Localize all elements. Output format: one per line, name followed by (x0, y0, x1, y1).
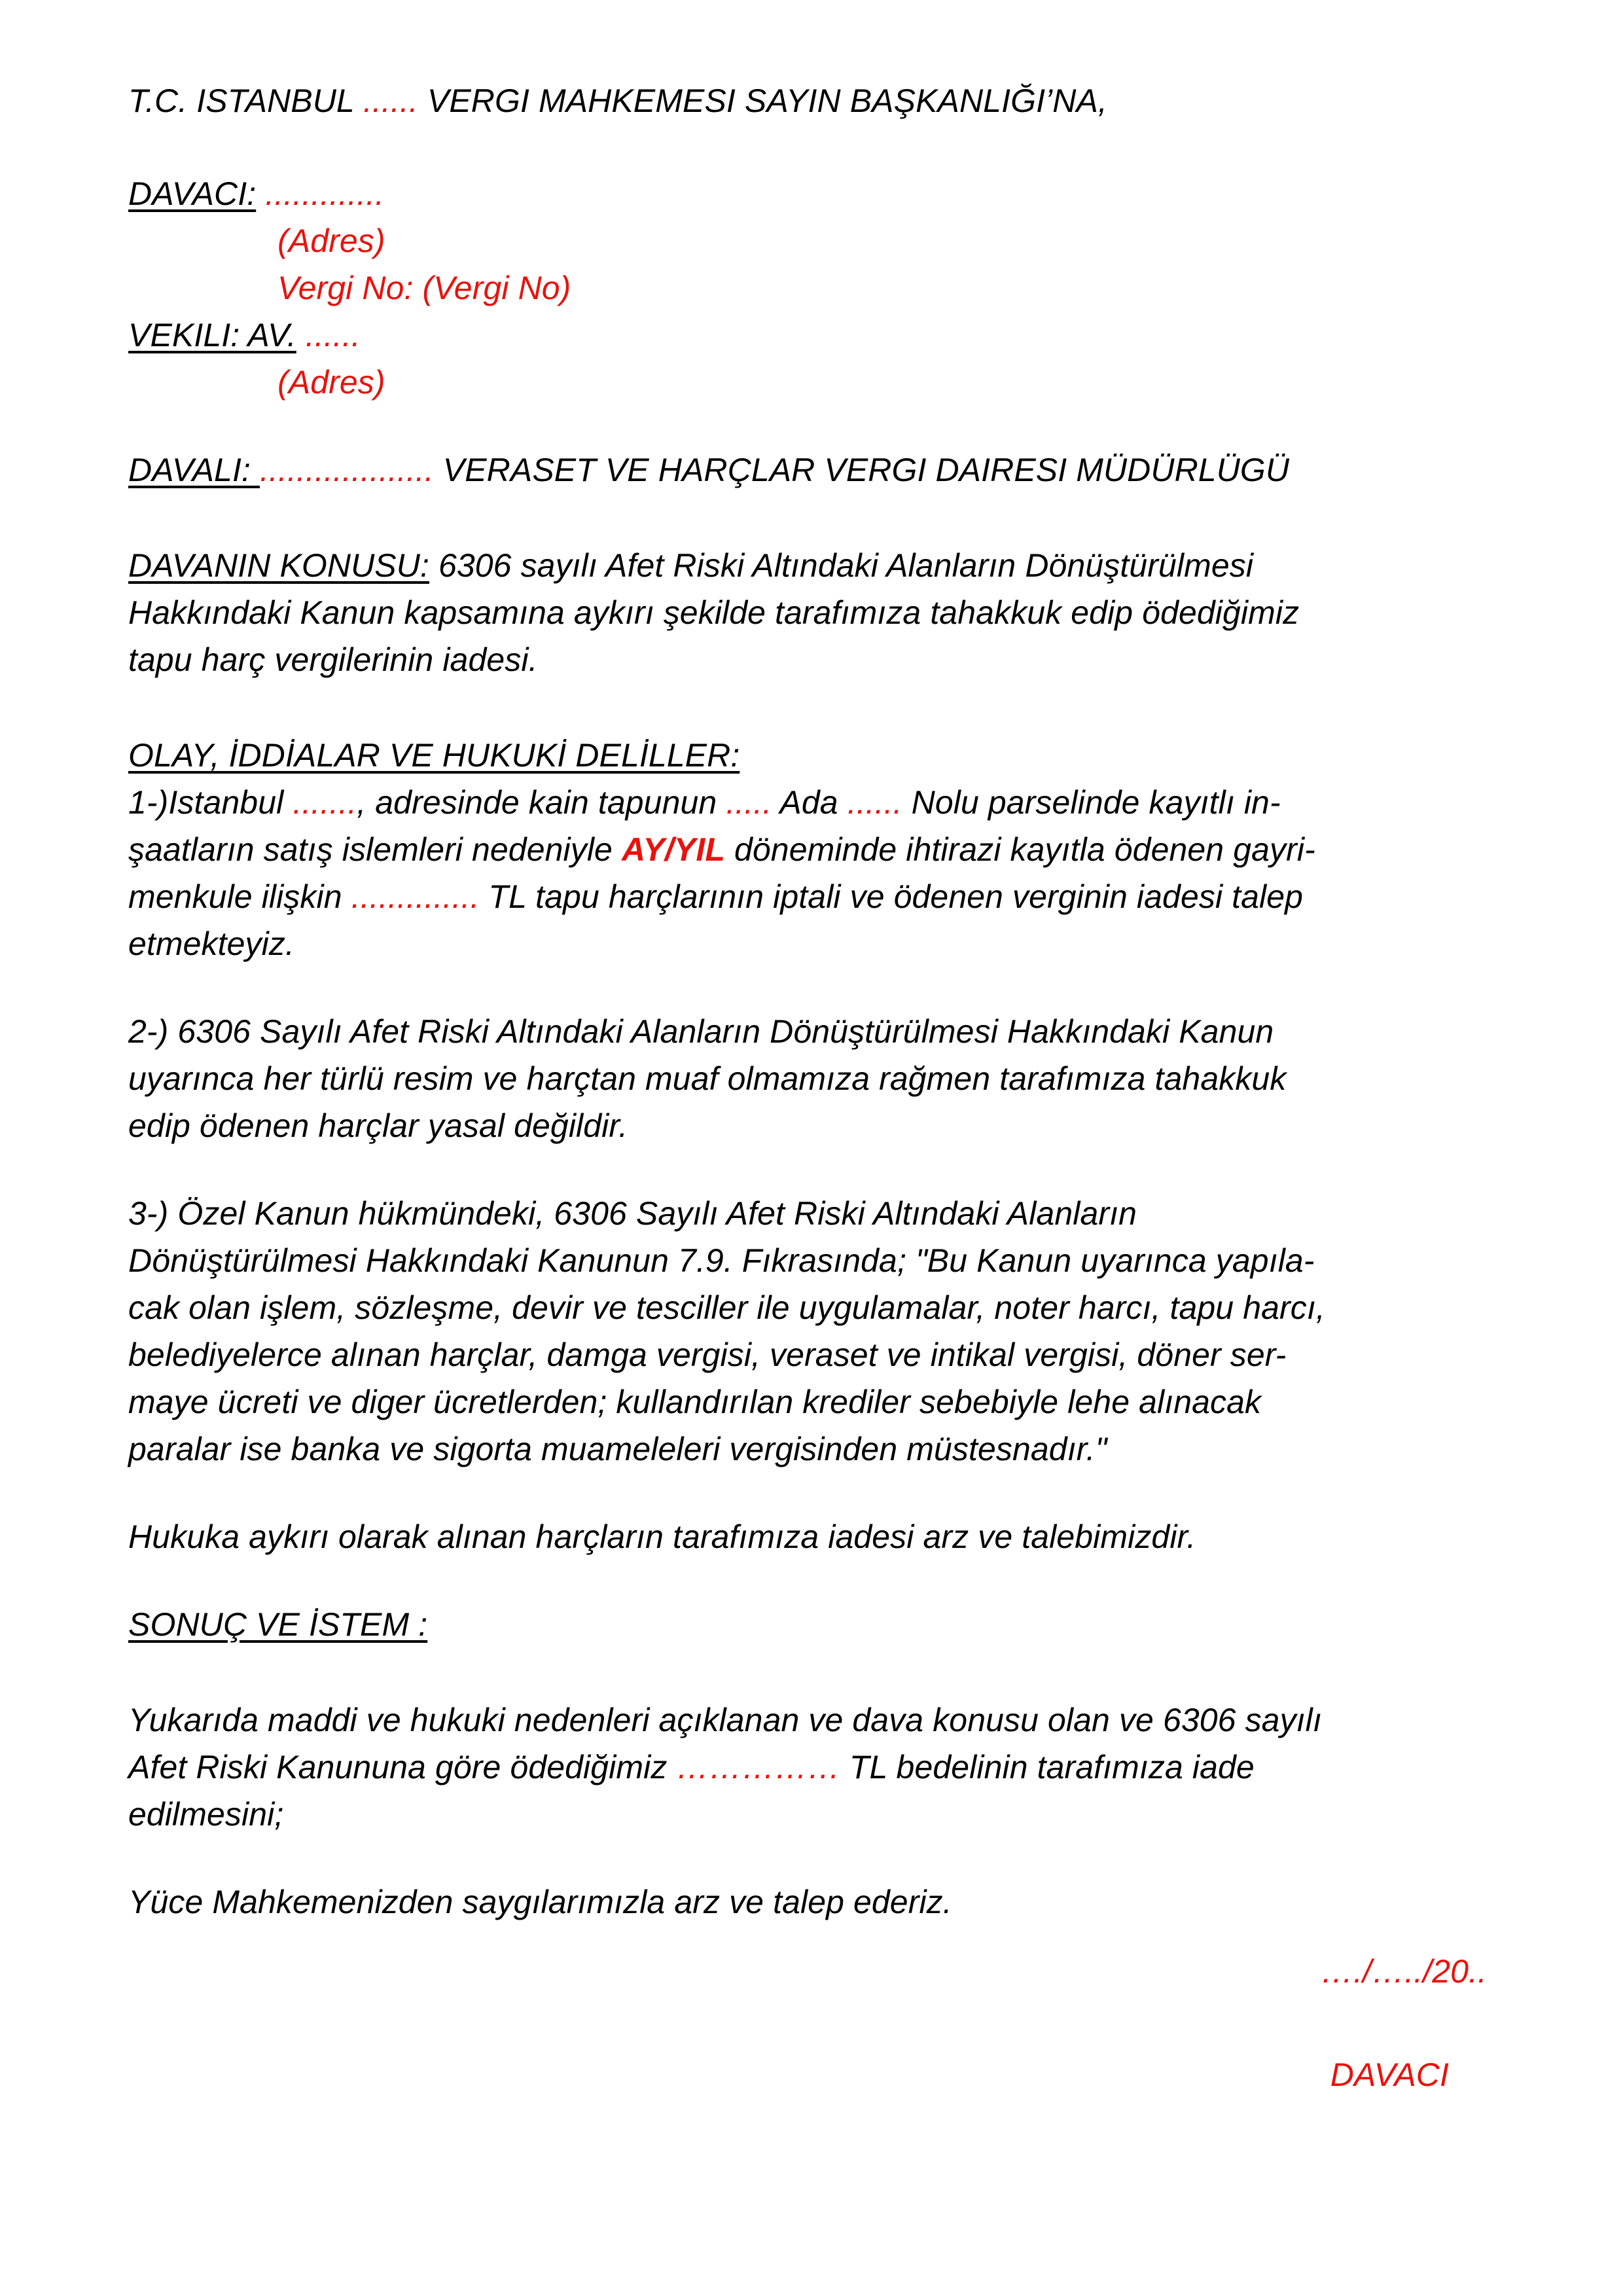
defendant-dots: ................... (259, 452, 434, 488)
conclusion-amount-dots: …………… (676, 1749, 840, 1785)
item3-line-2: Dönüştürülmesi Hakkındaki Kanunun 7.9. Fıkrasında; "Bu Kanun uyarınca yapıla- (128, 1242, 1315, 1279)
plaintiff-address (128, 217, 1495, 264)
facts-item-1 (128, 779, 1495, 967)
item1-l2-a: şaatların satış islemleri nedeniyle (128, 831, 622, 868)
signature-label: DAVACI (1330, 2056, 1449, 2093)
item1-l1-dots-1: ....... (293, 784, 357, 821)
respect-line: Yüce Mahkemenizden saygılarımızla arz ve talep ederiz. (128, 1884, 952, 1920)
conclusion-line-2 (128, 1744, 1495, 1791)
court-heading-prefix: T.C. ISTANBUL (128, 82, 363, 119)
spacer-before-closing-claim (128, 1473, 1495, 1513)
item1-l1-a: 1-)Istanbul (128, 784, 293, 821)
conclusion-paragraph (128, 1696, 1495, 1838)
item2-line-3: edip ödenen harçlar yasal değildir. (128, 1107, 628, 1144)
defendant-line (128, 446, 1495, 493)
subject-line-2: Hakkındaki Kanun kapsamına aykırı şekilde tarafımıza tahakkuk edip ödediğimiz (128, 594, 1300, 631)
item1-amount-dots: .............. (351, 878, 480, 915)
spacer-before-item-2 (128, 967, 1495, 1008)
item1-line-1 (128, 779, 1495, 826)
spacer-after-heading (128, 124, 1495, 170)
attorney-label: VEKILI: AV. (128, 317, 296, 353)
plaintiff-tax-no (128, 264, 1495, 312)
spacer-before-facts (128, 683, 1495, 732)
facts-heading-text: OLAY, İDDİALAR VE HUKUKİ DELİLLER: (128, 737, 740, 774)
item1-line-4: etmekteyiz. (128, 925, 294, 962)
item1-line-2 (128, 826, 1495, 873)
item1-period-placeholder: AY/YIL (621, 831, 725, 868)
spacer-before-conclusion-heading (128, 1560, 1495, 1601)
item3-line-4: belediyelerce alınan harçlar, damga vergisi, veraset ve intikal vergisi, döner ser- (128, 1336, 1287, 1373)
subject-line-1-rest: 6306 sayılı Afet Riski Altındaki Alanların Dönüştürülmesi (429, 547, 1254, 584)
defendant-name: VERASET VE HARÇLAR VERGI DAIRESI MÜDÜRLÜGÜ (433, 452, 1290, 488)
item1-l1-d: Nolu parselinde kayıtlı in- (902, 784, 1281, 821)
conclusion-line-1: Yukarıda maddi ve hukuki nedenleri açıklanan ve dava konusu olan ve 6306 sayılı (128, 1702, 1322, 1738)
date-line-inner (128, 1948, 1495, 1995)
item1-l3-b: TL tapu harçlarının iptali ve ödenen verginin iadesi talep (479, 878, 1304, 915)
item1-line-3 (128, 873, 1495, 920)
item2-line-1: 2-) 6306 Sayılı Afet Riski Altındaki Alanların Dönüştürülmesi Hakkındaki Kanun (128, 1013, 1274, 1050)
attorney-address-text: (Adres) (277, 364, 385, 401)
subject-line-3: tapu harç vergilerinin iadesi. (128, 641, 538, 678)
court-heading-suffix: VERGI MAHKEMESI SAYIN BAŞKANLIĞI’NA, (418, 82, 1107, 119)
document-body (128, 77, 1495, 2098)
date-dots-suffix: .. (1469, 1953, 1487, 1990)
conclusion-l2-b: TL bedelinin tarafımıza iade (840, 1749, 1255, 1785)
conclusion-line-3: edilmesini; (128, 1796, 284, 1833)
spacer-before-conclusion-body (128, 1648, 1495, 1696)
spacer-before-item-3 (128, 1149, 1495, 1190)
attorney-line (128, 312, 1495, 359)
date-line (128, 1948, 1495, 1995)
facts-item-2 (128, 1008, 1495, 1149)
facts-heading (128, 732, 1495, 779)
conclusion-heading (128, 1601, 1495, 1648)
spacer-before-defendant (128, 406, 1495, 446)
plaintiff-label: DAVACI: (128, 175, 257, 212)
plaintiff-line (128, 170, 1495, 217)
attorney-dots: ...... (296, 317, 361, 353)
item1-l1-dots-3: ...... (847, 784, 902, 821)
spacer-before-signature (128, 1995, 1495, 2051)
item2-line-2: uyarınca her türlü resim ve harçtan muaf olmamıza rağmen tarafımıza tahakkuk (128, 1060, 1287, 1097)
spacer-before-respect-line (128, 1838, 1495, 1878)
subject-line-1 (128, 542, 1495, 589)
spacer-before-subject (128, 493, 1495, 542)
item3-line-3: cak olan işlem, sözleşme, devir ve tesciller ile uygulamalar, noter harcı, tapu harcı, (128, 1289, 1325, 1326)
item1-l1-b: , adresinde kain tapunun (357, 784, 726, 821)
court-heading (128, 77, 1495, 124)
conclusion-l2-a: Afet Riski Kanununa göre ödediğimiz (128, 1749, 677, 1785)
item3-line-6: paralar ise banka ve sigorta muameleleri vergisinden müstesnadır." (128, 1431, 1107, 1467)
spacer-before-date (128, 1926, 1495, 1948)
item1-l1-c: Ada (772, 784, 847, 821)
plaintiff-tax-no-text: Vergi No: (Vergi No) (277, 270, 571, 306)
court-heading-dots: ...... (363, 82, 418, 119)
item3-line-5: maye ücreti ve diger ücretlerden; kullandırılan krediler sebebiyle lehe alınacak (128, 1384, 1262, 1420)
item1-l1-dots-2: ..... (726, 784, 772, 821)
signature-block (128, 2051, 1495, 2098)
subject-paragraph (128, 542, 1495, 683)
attorney-address (128, 359, 1495, 406)
plaintiff-dots: ............. (256, 175, 385, 212)
plaintiff-address-text: (Adres) (277, 223, 385, 259)
date-dots-prefix: …./…../20 (1321, 1953, 1469, 1990)
subject-label: DAVANIN KONUSU: (128, 547, 429, 584)
item1-l2-b: döneminde ihtirazi kayıtla ödenen gayri- (724, 831, 1315, 868)
closing-claim: Hukuka aykırı olarak alınan harçların tarafımıza iadesi arz ve talebimizdir. (128, 1518, 1196, 1555)
defendant-label: DAVALI: (128, 452, 260, 488)
item3-line-1: 3-) Özel Kanun hükmündeki, 6306 Sayılı Afet Riski Altındaki Alanların (128, 1195, 1137, 1232)
conclusion-heading-text: SONUÇ VE İSTEM : (128, 1606, 428, 1643)
facts-item-3 (128, 1190, 1495, 1473)
item1-l3-a: menkule ilişkin (128, 878, 351, 915)
